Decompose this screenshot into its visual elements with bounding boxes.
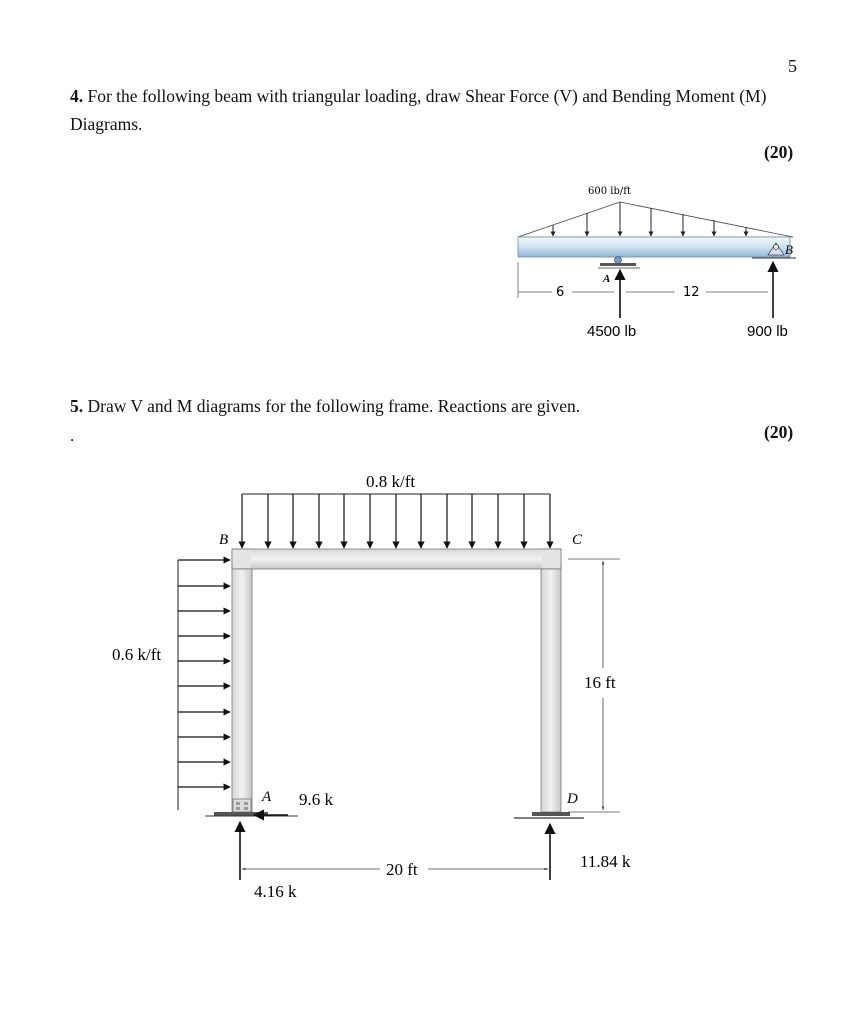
bolt	[244, 807, 248, 810]
pin-block	[233, 799, 251, 812]
support-d	[514, 812, 584, 818]
problem-5-statement: Draw V and M diagrams for the following frame. Reactions are given.	[87, 396, 581, 416]
corner-b	[233, 550, 251, 568]
beam-load-label: 600 lb/ft	[588, 186, 631, 197]
joint-d-label: D	[567, 791, 578, 807]
support-plate	[532, 812, 570, 816]
reaction-a-label: 4500 lb	[587, 323, 637, 340]
joint-b-label: B	[219, 532, 229, 548]
support-b-label: B	[785, 242, 793, 257]
page-number: 5	[788, 56, 797, 76]
reaction-b-label: 900 lb	[747, 323, 788, 340]
corner-c	[542, 550, 560, 568]
top-load-arrows	[242, 494, 550, 548]
problem-5-points: (20)	[764, 422, 794, 442]
span-label: 20 ft	[386, 860, 418, 879]
joint-a-label: A	[262, 789, 272, 805]
left-column	[232, 549, 252, 812]
problem-4-number: 4.	[70, 86, 84, 106]
support-a-label: A	[603, 273, 611, 285]
height-label: 16 ft	[584, 673, 616, 692]
dim-right-label: 12	[683, 285, 700, 300]
dim-left-label: 6	[556, 285, 565, 300]
bolt	[236, 802, 240, 805]
bolt	[244, 802, 248, 805]
joint-c-label: C	[572, 532, 583, 548]
problem-4-points: (20)	[764, 142, 794, 162]
problem-5-number: 5.	[70, 396, 84, 416]
side-load-arrows	[178, 560, 230, 787]
top-load-label: 0.8 k/ft	[366, 472, 416, 491]
bolt	[236, 807, 240, 810]
right-column	[541, 549, 561, 812]
reaction-ay-label: 4.16 k	[254, 882, 297, 901]
top-beam	[232, 549, 561, 569]
side-load-label: 0.6 k/ft	[112, 645, 162, 664]
problem-4-statement: For the following beam with triangular loading, draw Shear Force (V) and Bending Moment (M) Diagrams.	[70, 86, 767, 134]
reaction-dy-label: 11.84 k	[580, 852, 631, 871]
bullet-dot: .	[70, 426, 75, 445]
reaction-ax-label: 9.6 k	[299, 790, 333, 809]
